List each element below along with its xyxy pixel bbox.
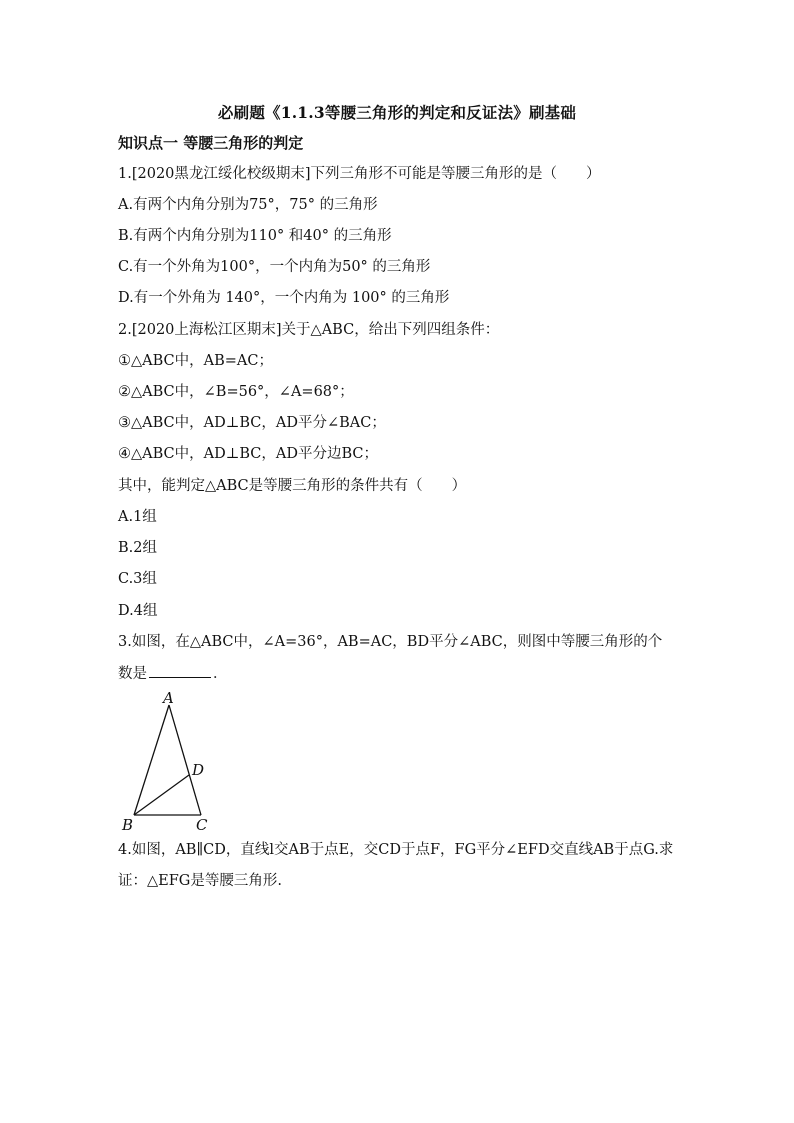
q2-option-a: A.1组	[118, 509, 157, 525]
q3-line2	[118, 663, 228, 684]
q2-option-c: C.3组	[118, 571, 157, 587]
segment-ac	[169, 705, 201, 815]
segment-ab	[134, 705, 169, 815]
label-b: B	[122, 816, 134, 834]
q1-option-c: C.有一个外角为100°，一个内角为50° 的三角形	[118, 259, 431, 275]
q3-line2-suffix: ．	[213, 666, 228, 682]
label-c: C	[196, 816, 208, 834]
q2-condition-4: ④△ABC中，AD⊥BC，AD平分边BC；	[118, 446, 379, 462]
triangle-figure	[118, 690, 216, 834]
q3-line1: 3.如图，在△ABC中，∠A=36°，AB=AC，BD平分∠ABC，则图中等腰三角形的个	[118, 634, 663, 650]
q2-condition-2: ②△ABC中，∠B=56°，∠A=68°；	[118, 384, 354, 400]
q2-stem: 2.[2020上海松江区期末]关于△ABC，给出下列四组条件：	[118, 322, 500, 338]
q2-condition-3: ③△ABC中，AD⊥BC，AD平分∠BAC；	[118, 415, 386, 431]
segment-bd	[134, 775, 189, 815]
q2-option-d: D.4组	[118, 603, 158, 619]
q4-line2: 证：△EFG是等腰三角形.	[118, 873, 282, 889]
q1-option-d: D.有一个外角为 140°，一个内角为 100° 的三角形	[118, 290, 450, 306]
q1-stem: 1.[2020黑龙江绥化校级期末]下列三角形不可能是等腰三角形的是（ ）	[118, 166, 601, 182]
q3-line2-prefix: 数是	[118, 666, 147, 682]
q2-condition-1: ①△ABC中，AB=AC；	[118, 353, 273, 369]
section-heading: 知识点一 等腰三角形的判定	[118, 134, 304, 152]
q1-option-b: B.有两个内角分别为110° 和40° 的三角形	[118, 228, 392, 244]
q1-option-a: A.有两个内角分别为75°，75° 的三角形	[118, 197, 378, 213]
label-a: A	[163, 690, 174, 707]
q2-question: 其中，能判定△ABC是等腰三角形的条件共有（ ）	[118, 478, 467, 494]
q2-option-b: B.2组	[118, 540, 157, 556]
label-d: D	[192, 761, 205, 779]
q4-line1: 4.如图，AB∥CD，直线l交AB于点E，交CD于点F，FG平分∠EFD交直线AB于点G.求	[118, 842, 674, 858]
page-title: 必刷题《1.1.3等腰三角形的判定和反证法》刷基础	[217, 103, 577, 122]
answer-blank	[149, 663, 211, 678]
